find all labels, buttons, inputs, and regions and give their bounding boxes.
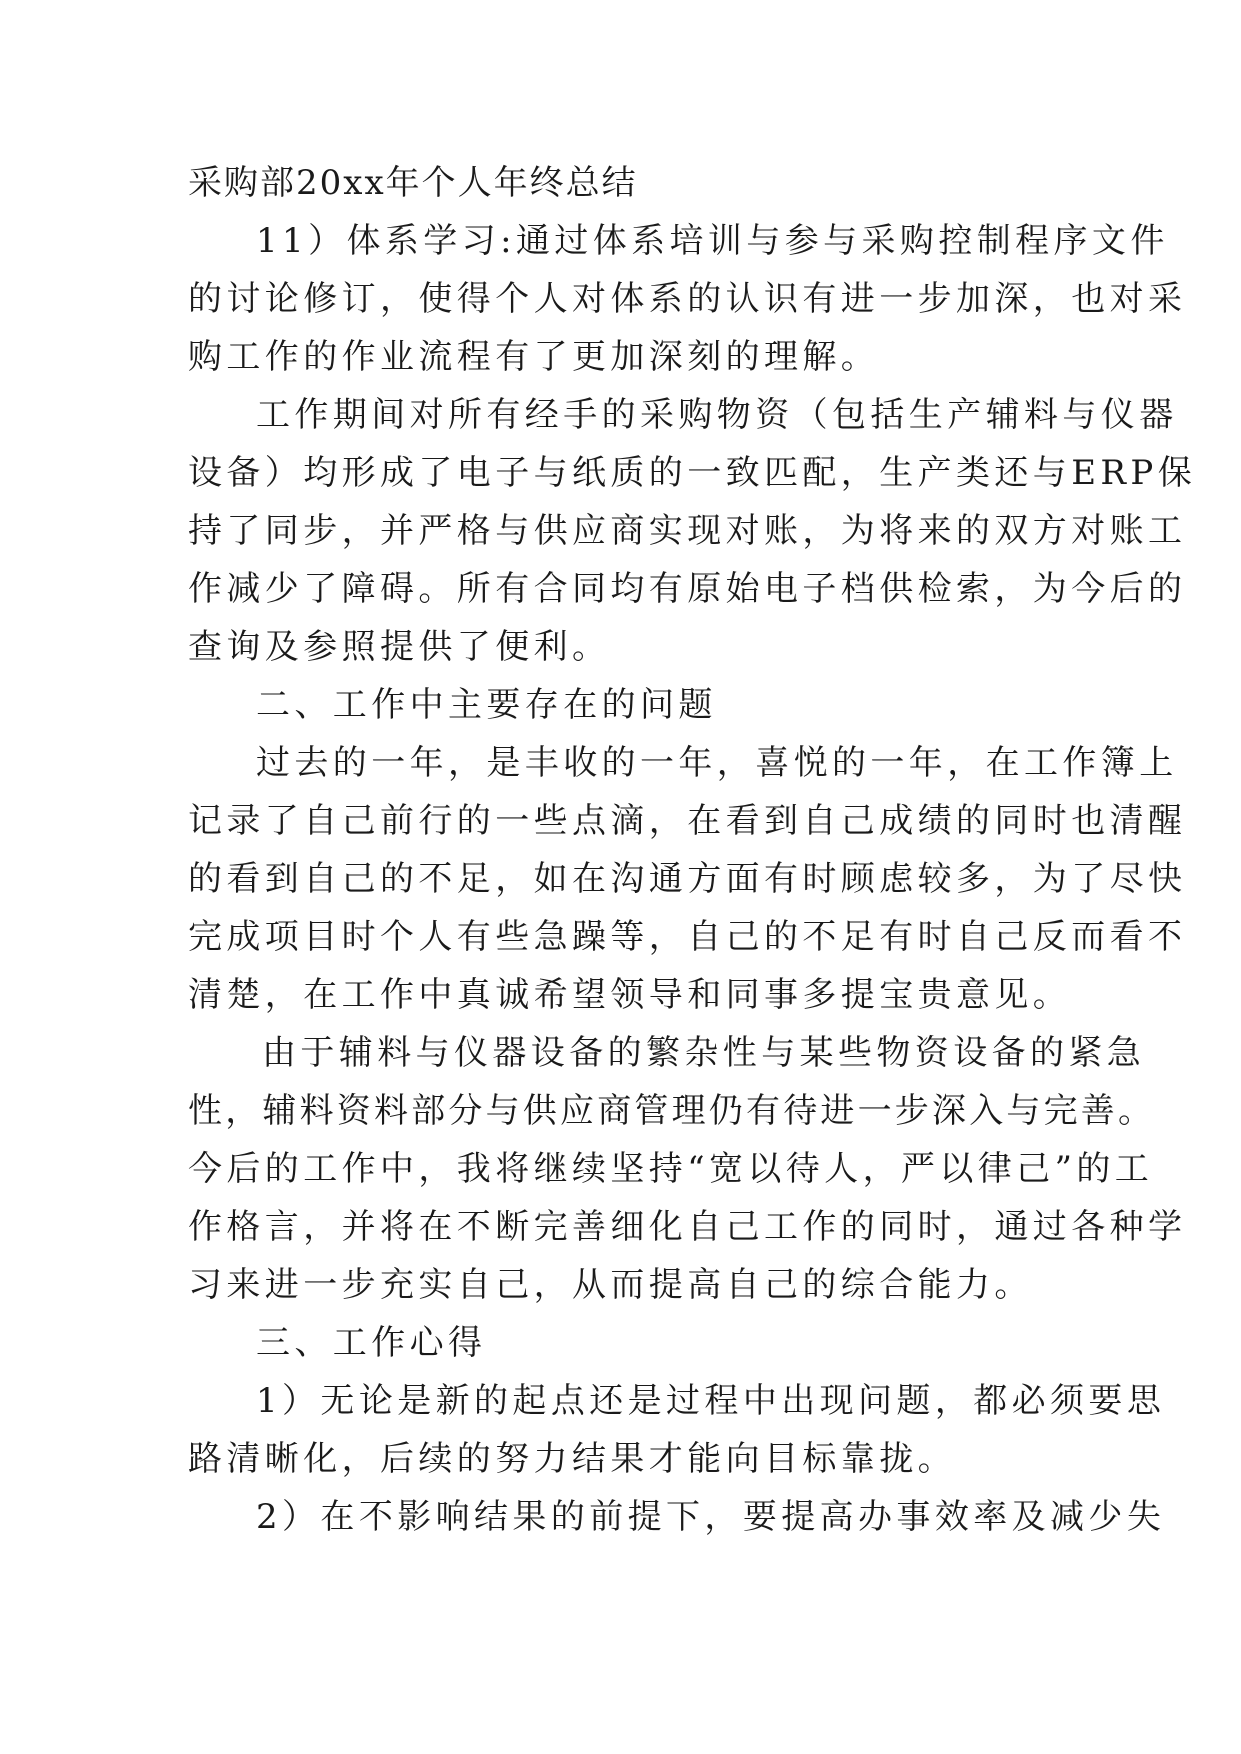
- paragraph-line: 今后的工作中，我将继续坚持“宽以待人，严以律己”的工: [188, 1149, 1154, 1189]
- paragraph-line: 清楚，在工作中真诚希望领导和同事多提宝贵意见。: [188, 975, 1072, 1015]
- paragraph-line: 完成项目时个人有些急躁等，自己的不足有时自己反而看不: [188, 917, 1187, 957]
- paragraph-line: 习来进一步充实自己，从而提高自己的综合能力。: [188, 1265, 1033, 1305]
- paragraph-line: 1）无论是新的起点还是过程中出现问题，都必须要思: [256, 1381, 1166, 1421]
- paragraph-line: 设备）均形成了电子与纸质的一致匹配，生产类还与ERP保: [188, 453, 1197, 493]
- paragraph-line: 由于辅料与仪器设备的繁杂性与某些物资设备的紧急: [262, 1033, 1146, 1073]
- paragraph-line: 过去的一年，是丰收的一年，喜悦的一年，在工作簿上: [256, 743, 1178, 783]
- section-heading: 三、工作心得: [256, 1323, 487, 1363]
- paragraph-line: 持了同步，并严格与供应商实现对账，为将来的双方对账工: [188, 511, 1187, 551]
- paragraph-line: 的看到自己的不足，如在沟通方面有时顾虑较多，为了尽快: [188, 859, 1187, 899]
- paragraph-line: 作减少了障碍。所有合同均有原始电子档供检索，为今后的: [188, 569, 1187, 609]
- paragraph-line: 作格言，并将在不断完善细化自己工作的同时，通过各种学: [188, 1207, 1187, 1247]
- paragraph-line: 性，辅料资料部分与供应商管理仍有待进一步深入与完善。: [188, 1091, 1156, 1131]
- paragraph-line: 记录了自己前行的一些点滴，在看到自己成绩的同时也清醒: [188, 801, 1187, 841]
- document-title: 采购部20xx年个人年终总结: [188, 163, 638, 203]
- paragraph-line: 查询及参照提供了便利。: [188, 627, 611, 667]
- paragraph-line: 2）在不影响结果的前提下，要提高办事效率及减少失: [256, 1497, 1166, 1537]
- paragraph-line: 工作期间对所有经手的采购物资（包括生产辅料与仪器: [256, 395, 1178, 435]
- paragraph-line: 11）体系学习:通过体系培训与参与采购控制程序文件: [256, 221, 1169, 261]
- paragraph-line: 购工作的作业流程有了更加深刻的理解。: [188, 337, 880, 377]
- section-heading: 二、工作中主要存在的问题: [256, 685, 717, 725]
- paragraph-line: 路清晰化，后续的努力结果才能向目标靠拢。: [188, 1439, 956, 1479]
- paragraph-line: 的讨论修订，使得个人对体系的认识有进一步加深，也对采: [188, 279, 1187, 319]
